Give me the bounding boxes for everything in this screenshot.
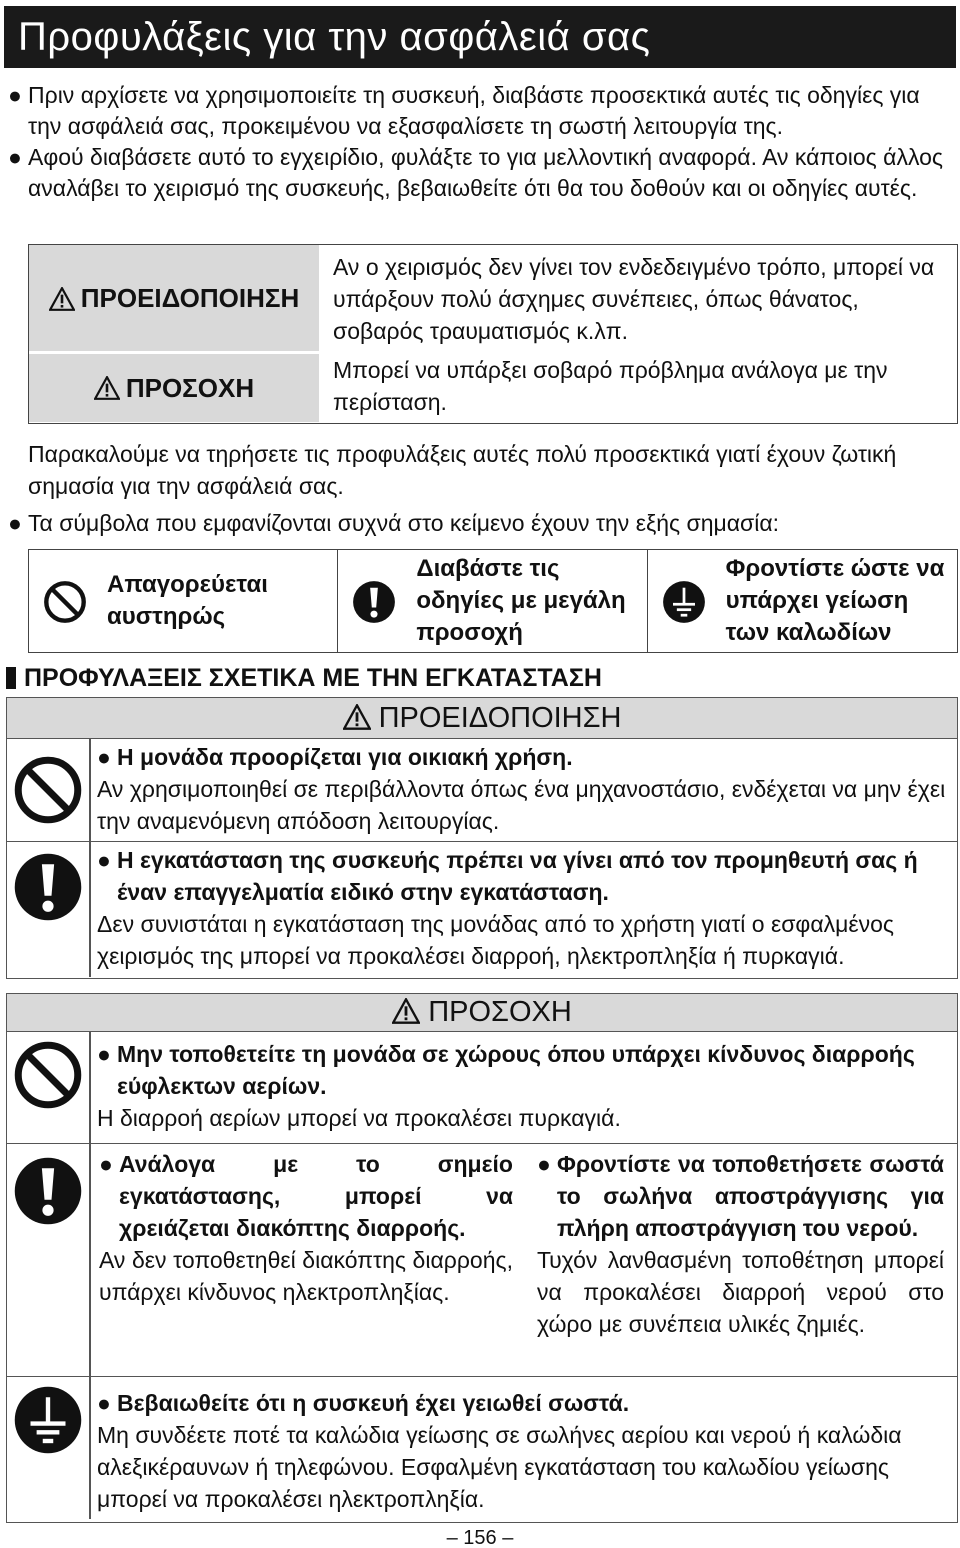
warning-row-1: [7, 738, 957, 841]
bullet-dot: ●: [97, 744, 111, 770]
ground-icon: [662, 580, 706, 624]
prohibited-icon: [13, 1040, 83, 1110]
bullet-dot: ●: [97, 847, 111, 873]
warning-item-2-text: Δεν συνιστάται η εγκατάσταση της μονάδας από το χρήστη γιατί ο εσφαλμένος χειρισμός της μπορεί να προκαλέσει διαρροή, ηλεκτροπληξία ή πυρκαγιά.: [97, 911, 895, 969]
bullet-dot: ●: [8, 144, 22, 170]
intro-bullet-1: [6, 80, 956, 142]
caution-label: ΠΡΟΣΟΧΗ: [125, 372, 255, 403]
caution-box-title: ΠΡΟΣΟΧΗ: [428, 996, 572, 1028]
caution-item-3: [97, 1387, 951, 1515]
signal-word-table: [28, 244, 958, 424]
section-title: ΠΡΟΦΥΛΑΞΕΙΣ ΣΧΕΤΙΚΑ ΜΕ ΤΗΝ ΕΓΚΑΤΑΣΤΑΣΗ: [24, 664, 602, 692]
bullet-dot: ●: [97, 1041, 111, 1067]
warning-box-header: [7, 698, 957, 738]
caution-item-2a: [99, 1148, 513, 1308]
warning-item-1-text: Αν χρησιμοποιηθεί σε περιβάλλοντα όπως ένα μηχανοστάσιο, ενδέχεται να μην έχει την αναμενόμενη απόδοση λειτουργίας.: [97, 776, 946, 834]
section-marker: [6, 667, 16, 689]
signal-row-warning: [29, 245, 957, 352]
intro-bullet-2: [6, 142, 956, 204]
caution-description: Μπορεί να υπάρξει σοβαρό πρόβλημα ανάλογα με την περίσταση.: [333, 357, 888, 415]
warning-item-1-lead: Η μονάδα προορίζεται για οικιακή χρήση.: [117, 744, 573, 770]
exclamation-icon: [13, 1156, 83, 1226]
warning-label: ΠΡΟΕΙΔΟΠΟΙΗΣΗ: [80, 283, 300, 313]
symbol-read: [338, 550, 647, 652]
caution-item-2b: [537, 1148, 944, 1340]
caution-item-2b-text: Τυχόν λανθασμένη τοποθέτηση μπορεί να προκαλέσει διαρροή νερού στο χώρο με συνέπεια υλικές ζημιές.: [537, 1247, 944, 1337]
bullet-dot: ●: [537, 1151, 551, 1177]
icon-column-divider: [89, 1377, 91, 1519]
caution-item-3-text: Μη συνδέετε ποτέ τα καλώδια γείωσης σε σωλήνες αερίου και νερού ή καλώδια αλεξικέραυνων ή τηλεφώνου. Εσφαλμένη εγκατάσταση του καλωδίου γείωσης μπορεί να προκαλέσει ηλεκτροπληξία.: [97, 1422, 902, 1512]
section-heading: [6, 664, 602, 693]
bullet-dot: ●: [97, 1390, 111, 1416]
bullet-dot: ●: [99, 1151, 113, 1177]
warning-label-cell: [29, 245, 319, 352]
caution-item-2a-lead: Ανάλογα με το σημείο εγκατάστασης, μπορεί να χρειάζεται διακόπτης διαρροής.: [119, 1151, 513, 1241]
symbol-prohibited: [29, 550, 338, 652]
exclamation-icon: [352, 580, 396, 624]
symbols-intro-text: Τα σύμβολα που εμφανίζονται συχνά στο κείμενο έχουν την εξής σημασία:: [28, 510, 780, 536]
icon-column-divider: [89, 1032, 91, 1143]
warning-triangle-icon: [343, 704, 371, 730]
caution-row-1: [7, 1031, 957, 1143]
symbol-read-text: Διαβάστε τις οδηγίες με μεγάλη προσοχή: [416, 555, 626, 646]
warning-description: Αν ο χειρισμός δεν γίνει τον ενδεδειγμένο τρόπο, μπορεί να υπάρξουν πολύ άσχημες συνέπειες, όπως θάνατος, σοβαρός τραυματισμός κ.λπ.: [333, 254, 935, 344]
caution-row-3: [7, 1376, 957, 1519]
caution-item-1: [97, 1038, 951, 1134]
caution-item-3-lead: Βεβαιωθείτε ότι η συσκευή έχει γειωθεί σωστά.: [117, 1390, 630, 1416]
caution-item-2a-text: Αν δεν τοποθετηθεί διακόπτης διαρροής, υπάρχει κίνδυνος ηλεκτροπληξίας.: [99, 1247, 513, 1305]
caution-item-1-text: Η διαρροή αερίων μπορεί να προκαλέσει πυρκαγιά.: [97, 1105, 621, 1131]
signal-row-caution: [29, 354, 957, 422]
warning-item-1: [97, 741, 951, 837]
page-number: – 156 –: [446, 1527, 514, 1548]
observe-text: Παρακαλούμε να τηρήσετε τις προφυλάξεις αυτές πολύ προσεκτικά γιατί έχουν ζωτική σημασία για την ασφάλειά σας.: [28, 441, 897, 499]
symbol-prohibited-text: Απαγορεύεται αυστηρώς: [107, 571, 268, 630]
warning-triangle-icon: [49, 287, 75, 311]
bullet-dot: ●: [8, 510, 22, 536]
icon-column-divider: [89, 842, 91, 977]
prohibited-icon: [13, 755, 83, 825]
warning-row-2: [7, 841, 957, 977]
warning-item-2: [97, 844, 951, 972]
ground-icon: [13, 1385, 83, 1455]
prohibited-icon: [43, 580, 87, 624]
icon-column-divider: [89, 739, 91, 841]
bullet-dot: ●: [8, 82, 22, 108]
caution-box: [6, 993, 958, 1523]
warning-triangle-icon: [94, 376, 120, 400]
exclamation-icon: [13, 852, 83, 922]
page-title: Προφυλάξεις για την ασφάλειά σας: [4, 6, 956, 68]
symbol-ground-text: Φροντίστε ώστε να υπάρχει γείωση των καλωδίων: [725, 555, 945, 646]
warning-triangle-icon: [392, 998, 420, 1024]
intro-text-2: Αφού διαβάσετε αυτό το εγχειρίδιο, φυλάξτε το για μελλοντική αναφορά. Αν κάποιος άλλος αναλάβει το χειρισμό της συσκευής, βεβαιωθείτε ότι θα του δοθούν και οι οδηγίες αυτές.: [28, 144, 943, 201]
symbol-ground: [648, 550, 957, 652]
caution-row-2: [7, 1143, 957, 1376]
warning-item-2-lead: Η εγκατάσταση της συσκευής πρέπει να γίνει από τον προμηθευτή σας ή έναν επαγγελματία ειδικό στην εγκατάσταση.: [117, 847, 918, 905]
caution-item-2b-lead: Φροντίστε να τοποθετήσετε σωστά το σωλήνα αποστράγγισης για πλήρη αποστράγγιση του νερού.: [557, 1151, 944, 1241]
warning-box-title: ΠΡΟΕΙΔΟΠΟΙΗΣΗ: [378, 702, 622, 734]
caution-item-1-lead: Μην τοποθετείτε τη μονάδα σε χώρους όπου υπάρχει κίνδυνος διαρροής εύφλεκτων αερίων.: [117, 1041, 915, 1099]
caution-box-header: [7, 994, 957, 1031]
caution-label-cell: [29, 354, 319, 422]
symbols-intro: [6, 508, 956, 539]
symbols-table: [28, 549, 958, 653]
warning-box: [6, 697, 958, 979]
intro-text-1: Πριν αρχίσετε να χρησιμοποιείτε τη συσκευή, διαβάστε προσεκτικά αυτές τις οδηγίες για την ασφάλειά σας, προκειμένου να εξασφαλίσετε τη σωστή λειτουργία της.: [28, 82, 920, 139]
icon-column-divider: [89, 1144, 91, 1376]
